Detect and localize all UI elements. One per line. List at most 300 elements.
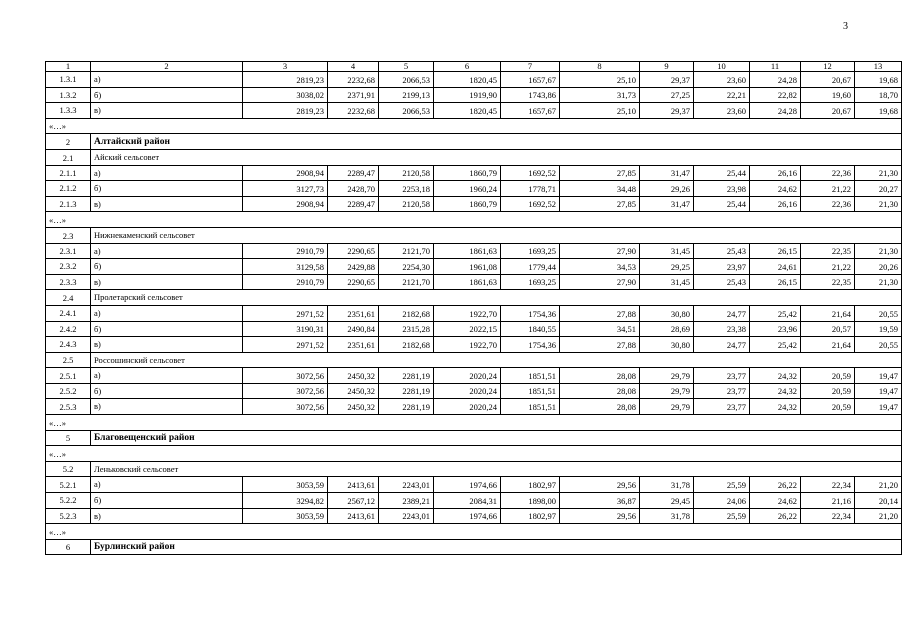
value-cell: 1820,45 [434, 103, 501, 119]
value-cell: 25,42 [750, 337, 801, 353]
value-cell: 1860,79 [434, 165, 501, 181]
variant-cell: в) [91, 508, 243, 524]
value-cell: 29,37 [640, 72, 694, 88]
settlement-row [46, 461, 902, 477]
variant-cell: б) [91, 181, 243, 197]
value-cell: 2450,32 [328, 399, 379, 415]
value-cell: 26,22 [750, 508, 801, 524]
value-cell: 1974,66 [434, 508, 501, 524]
value-cell: 21,30 [855, 274, 902, 290]
value-cell: 20,59 [801, 368, 855, 384]
value-cell: 2910,79 [243, 243, 328, 259]
value-cell: 20,55 [855, 305, 902, 321]
value-cell: 2908,94 [243, 165, 328, 181]
value-cell: 1961,08 [434, 259, 501, 275]
value-cell: 21,64 [801, 305, 855, 321]
value-cell: 28,08 [560, 368, 640, 384]
table-row [46, 196, 902, 212]
value-cell: 2281,19 [379, 383, 434, 399]
value-cell: 21,30 [855, 165, 902, 181]
value-cell: 22,35 [801, 274, 855, 290]
value-cell: 2254,30 [379, 259, 434, 275]
variant-cell: а) [91, 477, 243, 493]
table-row [46, 383, 902, 399]
value-cell: 1851,51 [501, 383, 560, 399]
row-code-cell: 5.2.3 [46, 508, 91, 524]
table-row [46, 477, 902, 493]
value-cell: 25,42 [750, 305, 801, 321]
value-cell: 21,22 [801, 259, 855, 275]
value-cell: 29,56 [560, 477, 640, 493]
value-cell: 25,43 [694, 274, 750, 290]
value-cell: 21,20 [855, 477, 902, 493]
value-cell: 2066,53 [379, 72, 434, 88]
variant-cell: а) [91, 368, 243, 384]
value-cell: 19,68 [855, 103, 902, 119]
value-cell: 22,34 [801, 508, 855, 524]
ellipsis-cell: «…» [46, 212, 902, 228]
value-cell: 24,32 [750, 368, 801, 384]
table-row [46, 259, 902, 275]
row-code-cell: 2.5.1 [46, 368, 91, 384]
value-cell: 27,85 [560, 165, 640, 181]
table-row [46, 337, 902, 353]
value-cell: 24,32 [750, 399, 801, 415]
column-number-cell: 9 [640, 62, 694, 72]
variant-cell: а) [91, 165, 243, 181]
value-cell: 31,78 [640, 508, 694, 524]
value-cell: 36,87 [560, 493, 640, 509]
variant-cell: б) [91, 493, 243, 509]
value-cell: 29,26 [640, 181, 694, 197]
settlement-code-cell: 2.5 [46, 352, 91, 368]
variant-cell: а) [91, 243, 243, 259]
value-cell: 31,45 [640, 243, 694, 259]
variant-cell: в) [91, 337, 243, 353]
row-code-cell: 2.1.1 [46, 165, 91, 181]
row-code-cell: 5.2.1 [46, 477, 91, 493]
row-code-cell: 2.1.3 [46, 196, 91, 212]
value-cell: 25,10 [560, 72, 640, 88]
value-cell: 2413,61 [328, 477, 379, 493]
district-code-cell: 5 [46, 430, 91, 446]
value-cell: 1861,63 [434, 274, 501, 290]
value-cell: 29,37 [640, 103, 694, 119]
value-cell: 3072,56 [243, 368, 328, 384]
value-cell: 2819,23 [243, 72, 328, 88]
row-code-cell: 2.4.1 [46, 305, 91, 321]
value-cell: 21,20 [855, 508, 902, 524]
settlement-name-cell: Россошинский сельсовет [91, 352, 902, 368]
table-row [46, 72, 902, 88]
value-cell: 34,53 [560, 259, 640, 275]
variant-cell: б) [91, 321, 243, 337]
settlement-name-cell: Нижнекаменский сельсовет [91, 227, 902, 243]
value-cell: 29,79 [640, 368, 694, 384]
value-cell: 2243,01 [379, 477, 434, 493]
table-row [46, 305, 902, 321]
value-cell: 2389,21 [379, 493, 434, 509]
variant-cell: б) [91, 87, 243, 103]
table-body [46, 62, 902, 555]
value-cell: 2567,12 [328, 493, 379, 509]
value-cell: 27,85 [560, 196, 640, 212]
value-cell: 1922,70 [434, 305, 501, 321]
district-row [46, 134, 902, 150]
variant-cell: б) [91, 259, 243, 275]
table-row [46, 243, 902, 259]
value-cell: 2232,68 [328, 103, 379, 119]
value-cell: 23,77 [694, 368, 750, 384]
value-cell: 24,61 [750, 259, 801, 275]
column-number-cell: 13 [855, 62, 902, 72]
value-cell: 29,79 [640, 399, 694, 415]
value-cell: 2084,31 [434, 493, 501, 509]
value-cell: 23,96 [750, 321, 801, 337]
value-cell: 1840,55 [501, 321, 560, 337]
column-number-cell: 2 [91, 62, 243, 72]
district-name-cell: Алтайский район [91, 134, 902, 150]
value-cell: 20,55 [855, 337, 902, 353]
value-cell: 34,51 [560, 321, 640, 337]
value-cell: 24,32 [750, 383, 801, 399]
value-cell: 1778,71 [501, 181, 560, 197]
variant-cell: в) [91, 274, 243, 290]
value-cell: 1919,90 [434, 87, 501, 103]
column-number-cell: 10 [694, 62, 750, 72]
district-code-cell: 2 [46, 134, 91, 150]
row-code-cell: 2.4.2 [46, 321, 91, 337]
column-number-cell: 1 [46, 62, 91, 72]
settlement-row [46, 352, 902, 368]
row-code-cell: 2.1.2 [46, 181, 91, 197]
value-cell: 2022,15 [434, 321, 501, 337]
value-cell: 1898,00 [501, 493, 560, 509]
variant-cell: в) [91, 103, 243, 119]
column-number-cell: 11 [750, 62, 801, 72]
value-cell: 20,59 [801, 383, 855, 399]
value-cell: 28,69 [640, 321, 694, 337]
column-number-row [46, 62, 902, 72]
table-row [46, 165, 902, 181]
value-cell: 2289,47 [328, 196, 379, 212]
settlement-code-cell: 2.4 [46, 290, 91, 306]
value-cell: 25,59 [694, 477, 750, 493]
value-cell: 26,15 [750, 274, 801, 290]
value-cell: 22,36 [801, 165, 855, 181]
table-row [46, 508, 902, 524]
value-cell: 2450,32 [328, 383, 379, 399]
value-cell: 2290,65 [328, 243, 379, 259]
column-number-cell: 6 [434, 62, 501, 72]
row-code-cell: 2.5.2 [46, 383, 91, 399]
table-row [46, 321, 902, 337]
row-code-cell: 5.2.2 [46, 493, 91, 509]
value-cell: 30,80 [640, 337, 694, 353]
value-cell: 2819,23 [243, 103, 328, 119]
table-row [46, 103, 902, 119]
value-cell: 2120,58 [379, 165, 434, 181]
value-cell: 2199,13 [379, 87, 434, 103]
value-cell: 25,59 [694, 508, 750, 524]
tariff-table [45, 61, 902, 555]
value-cell: 2351,61 [328, 305, 379, 321]
value-cell: 3072,56 [243, 399, 328, 415]
value-cell: 21,64 [801, 337, 855, 353]
value-cell: 25,44 [694, 165, 750, 181]
value-cell: 27,90 [560, 243, 640, 259]
value-cell: 1820,45 [434, 72, 501, 88]
value-cell: 28,08 [560, 383, 640, 399]
value-cell: 1693,25 [501, 243, 560, 259]
table-row [46, 493, 902, 509]
value-cell: 1851,51 [501, 399, 560, 415]
value-cell: 18,70 [855, 87, 902, 103]
value-cell: 23,77 [694, 399, 750, 415]
value-cell: 24,77 [694, 337, 750, 353]
value-cell: 28,08 [560, 399, 640, 415]
district-row [46, 539, 902, 555]
value-cell: 2910,79 [243, 274, 328, 290]
ellipsis-row [46, 446, 902, 462]
settlement-code-cell: 2.1 [46, 149, 91, 165]
row-code-cell: 2.4.3 [46, 337, 91, 353]
value-cell: 20,14 [855, 493, 902, 509]
variant-cell: б) [91, 383, 243, 399]
value-cell: 2243,01 [379, 508, 434, 524]
value-cell: 19,59 [855, 321, 902, 337]
value-cell: 23,38 [694, 321, 750, 337]
value-cell: 23,60 [694, 103, 750, 119]
district-name-cell: Благовещенский район [91, 430, 902, 446]
value-cell: 2281,19 [379, 368, 434, 384]
value-cell: 29,45 [640, 493, 694, 509]
value-cell: 27,90 [560, 274, 640, 290]
value-cell: 27,25 [640, 87, 694, 103]
variant-cell: в) [91, 399, 243, 415]
value-cell: 20,57 [801, 321, 855, 337]
district-code-cell: 6 [46, 539, 91, 555]
row-code-cell: 1.3.1 [46, 72, 91, 88]
column-number-cell: 12 [801, 62, 855, 72]
value-cell: 2351,61 [328, 337, 379, 353]
value-cell: 29,56 [560, 508, 640, 524]
value-cell: 31,47 [640, 165, 694, 181]
table-row [46, 368, 902, 384]
value-cell: 25,44 [694, 196, 750, 212]
value-cell: 24,77 [694, 305, 750, 321]
value-cell: 1692,52 [501, 196, 560, 212]
ellipsis-cell: «…» [46, 118, 902, 134]
value-cell: 1657,67 [501, 103, 560, 119]
settlement-code-cell: 2.3 [46, 227, 91, 243]
value-cell: 1692,52 [501, 165, 560, 181]
variant-cell: а) [91, 72, 243, 88]
value-cell: 3053,59 [243, 508, 328, 524]
value-cell: 1922,70 [434, 337, 501, 353]
column-number-cell: 5 [379, 62, 434, 72]
value-cell: 21,22 [801, 181, 855, 197]
value-cell: 31,45 [640, 274, 694, 290]
table-row [46, 181, 902, 197]
column-number-cell: 3 [243, 62, 328, 72]
value-cell: 1802,97 [501, 477, 560, 493]
row-code-cell: 1.3.2 [46, 87, 91, 103]
value-cell: 24,62 [750, 181, 801, 197]
value-cell: 2371,91 [328, 87, 379, 103]
value-cell: 27,88 [560, 305, 640, 321]
value-cell: 34,48 [560, 181, 640, 197]
value-cell: 25,43 [694, 243, 750, 259]
ellipsis-row [46, 118, 902, 134]
value-cell: 26,22 [750, 477, 801, 493]
value-cell: 1851,51 [501, 368, 560, 384]
settlement-name-cell: Пролетарский сельсовет [91, 290, 902, 306]
ellipsis-cell: «…» [46, 415, 902, 431]
value-cell: 2182,68 [379, 305, 434, 321]
value-cell: 26,16 [750, 196, 801, 212]
value-cell: 3129,58 [243, 259, 328, 275]
value-cell: 3072,56 [243, 383, 328, 399]
settlement-code-cell: 5.2 [46, 461, 91, 477]
value-cell: 19,47 [855, 383, 902, 399]
value-cell: 19,47 [855, 399, 902, 415]
value-cell: 2121,70 [379, 243, 434, 259]
value-cell: 22,34 [801, 477, 855, 493]
value-cell: 2020,24 [434, 383, 501, 399]
value-cell: 1693,25 [501, 274, 560, 290]
value-cell: 25,10 [560, 103, 640, 119]
column-number-cell: 8 [560, 62, 640, 72]
value-cell: 1860,79 [434, 196, 501, 212]
value-cell: 31,73 [560, 87, 640, 103]
value-cell: 3038,02 [243, 87, 328, 103]
value-cell: 22,82 [750, 87, 801, 103]
value-cell: 2289,47 [328, 165, 379, 181]
value-cell: 22,21 [694, 87, 750, 103]
value-cell: 29,25 [640, 259, 694, 275]
value-cell: 2450,32 [328, 368, 379, 384]
value-cell: 23,60 [694, 72, 750, 88]
value-cell: 29,79 [640, 383, 694, 399]
value-cell: 21,30 [855, 196, 902, 212]
table-row [46, 274, 902, 290]
value-cell: 2182,68 [379, 337, 434, 353]
value-cell: 2428,70 [328, 181, 379, 197]
value-cell: 1657,67 [501, 72, 560, 88]
value-cell: 2413,61 [328, 508, 379, 524]
value-cell: 24,06 [694, 493, 750, 509]
ellipsis-cell: «…» [46, 524, 902, 540]
value-cell: 3127,73 [243, 181, 328, 197]
value-cell: 2121,70 [379, 274, 434, 290]
value-cell: 2971,52 [243, 337, 328, 353]
settlement-row [46, 149, 902, 165]
ellipsis-row [46, 415, 902, 431]
value-cell: 3294,82 [243, 493, 328, 509]
value-cell: 20,67 [801, 72, 855, 88]
value-cell: 2020,24 [434, 368, 501, 384]
settlement-name-cell: Айский сельсовет [91, 149, 902, 165]
value-cell: 2429,88 [328, 259, 379, 275]
value-cell: 2908,94 [243, 196, 328, 212]
value-cell: 26,15 [750, 243, 801, 259]
column-number-cell: 4 [328, 62, 379, 72]
settlement-row [46, 227, 902, 243]
value-cell: 3190,31 [243, 321, 328, 337]
value-cell: 22,35 [801, 243, 855, 259]
ellipsis-cell: «…» [46, 446, 902, 462]
district-row [46, 430, 902, 446]
value-cell: 2020,24 [434, 399, 501, 415]
value-cell: 21,30 [855, 243, 902, 259]
value-cell: 1960,24 [434, 181, 501, 197]
value-cell: 24,28 [750, 72, 801, 88]
variant-cell: в) [91, 196, 243, 212]
variant-cell: а) [91, 305, 243, 321]
value-cell: 20,26 [855, 259, 902, 275]
value-cell: 20,67 [801, 103, 855, 119]
value-cell: 2232,68 [328, 72, 379, 88]
row-code-cell: 1.3.3 [46, 103, 91, 119]
value-cell: 27,88 [560, 337, 640, 353]
district-name-cell: Бурлинский район [91, 539, 902, 555]
value-cell: 1754,36 [501, 305, 560, 321]
value-cell: 3053,59 [243, 477, 328, 493]
value-cell: 21,16 [801, 493, 855, 509]
value-cell: 2120,58 [379, 196, 434, 212]
value-cell: 1861,63 [434, 243, 501, 259]
value-cell: 1802,97 [501, 508, 560, 524]
value-cell: 1743,86 [501, 87, 560, 103]
ellipsis-row [46, 524, 902, 540]
value-cell: 23,98 [694, 181, 750, 197]
value-cell: 2281,19 [379, 399, 434, 415]
value-cell: 23,97 [694, 259, 750, 275]
value-cell: 31,78 [640, 477, 694, 493]
value-cell: 1754,36 [501, 337, 560, 353]
column-number-cell: 7 [501, 62, 560, 72]
value-cell: 2290,65 [328, 274, 379, 290]
value-cell: 31,47 [640, 196, 694, 212]
table-row [46, 399, 902, 415]
value-cell: 24,28 [750, 103, 801, 119]
settlement-name-cell: Леньковский сельсовет [91, 461, 902, 477]
value-cell: 26,16 [750, 165, 801, 181]
value-cell: 2315,28 [379, 321, 434, 337]
value-cell: 20,27 [855, 181, 902, 197]
value-cell: 2490,84 [328, 321, 379, 337]
table-row [46, 87, 902, 103]
page-number: 3 [843, 21, 848, 32]
value-cell: 30,80 [640, 305, 694, 321]
row-code-cell: 2.3.1 [46, 243, 91, 259]
value-cell: 2253,18 [379, 181, 434, 197]
value-cell: 22,36 [801, 196, 855, 212]
settlement-row [46, 290, 902, 306]
value-cell: 19,68 [855, 72, 902, 88]
row-code-cell: 2.3.2 [46, 259, 91, 275]
value-cell: 19,60 [801, 87, 855, 103]
value-cell: 2066,53 [379, 103, 434, 119]
row-code-cell: 2.3.3 [46, 274, 91, 290]
value-cell: 1974,66 [434, 477, 501, 493]
value-cell: 24,62 [750, 493, 801, 509]
ellipsis-row [46, 212, 902, 228]
row-code-cell: 2.5.3 [46, 399, 91, 415]
value-cell: 20,59 [801, 399, 855, 415]
value-cell: 1779,44 [501, 259, 560, 275]
